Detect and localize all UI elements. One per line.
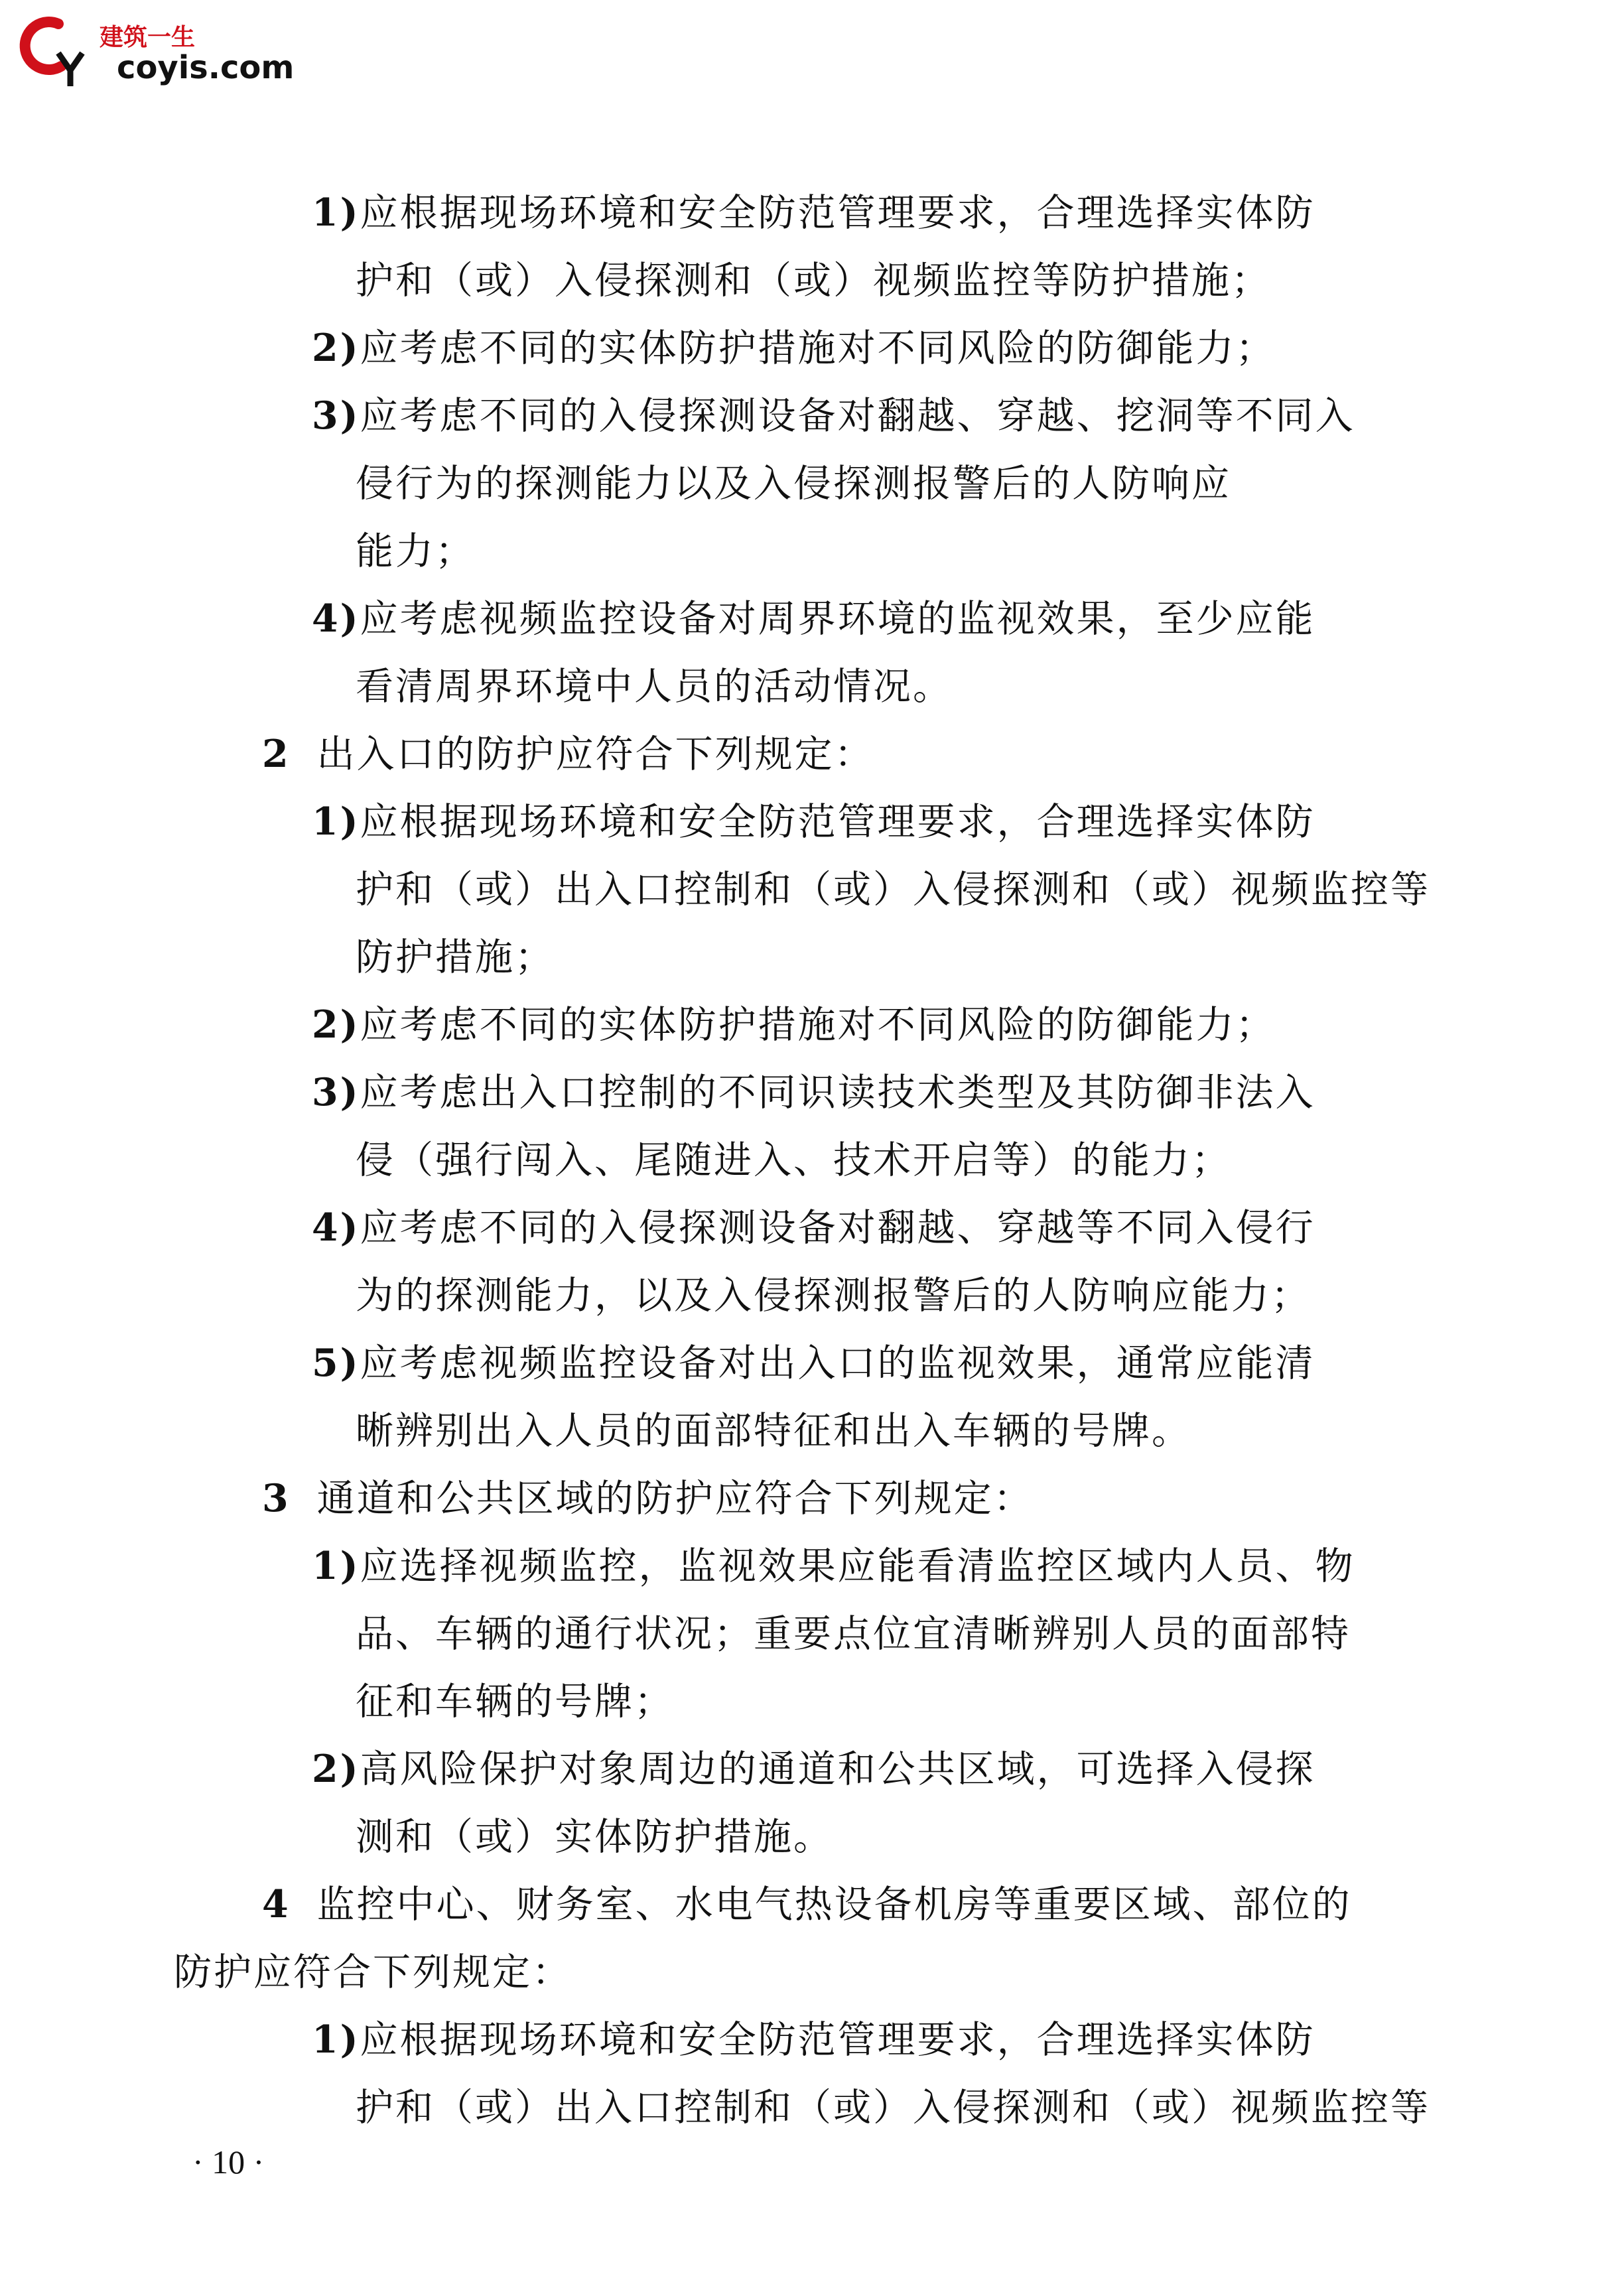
text-line bbox=[356, 1409, 1191, 1453]
line-marker: 1) bbox=[312, 799, 360, 844]
text-line bbox=[312, 1003, 1276, 1047]
line-text: 护和（或）入侵探测和（或）视频监控等防护措施； bbox=[356, 259, 1271, 303]
text-line bbox=[312, 191, 1315, 235]
line-text: 应根据现场环境和安全防范管理要求，合理选择实体防 bbox=[360, 800, 1315, 844]
text-line bbox=[356, 1138, 1231, 1182]
text-line bbox=[356, 665, 953, 709]
text-line bbox=[356, 259, 1271, 303]
text-line bbox=[356, 462, 1231, 506]
line-text: 通道和公共区域的防护应符合下列规定： bbox=[316, 1477, 1034, 1520]
line-text: 应考虑不同的实体防护措施对不同风险的防御能力； bbox=[360, 326, 1276, 370]
text-line bbox=[312, 597, 1315, 641]
line-text: 测和（或）实体防护措施。 bbox=[356, 1815, 833, 1859]
line-text: 征和车辆的号牌； bbox=[356, 1680, 674, 1723]
watermark-site-name: 建筑一生 bbox=[100, 24, 196, 51]
section-number: 2 bbox=[262, 732, 291, 776]
watermark-logo bbox=[12, 9, 295, 89]
text-line bbox=[312, 1071, 1315, 1114]
text-line bbox=[312, 2018, 1315, 2062]
line-text: 应考虑不同的入侵探测设备对翻越、穿越等不同入侵行 bbox=[360, 1206, 1315, 1250]
line-text: 应考虑不同的实体防护措施对不同风险的防御能力； bbox=[360, 1003, 1276, 1047]
text-line bbox=[312, 1341, 1315, 1385]
line-text: 看清周界环境中人员的活动情况。 bbox=[356, 665, 953, 709]
line-text: 应考虑视频监控设备对周界环境的监视效果，至少应能 bbox=[360, 597, 1315, 641]
section-heading bbox=[262, 1883, 1352, 1926]
text-line bbox=[356, 868, 1430, 912]
line-marker: 3) bbox=[312, 1070, 360, 1114]
line-marker: 1) bbox=[312, 190, 360, 235]
section-heading bbox=[262, 1477, 1034, 1520]
line-text: 应根据现场环境和安全防范管理要求，合理选择实体防 bbox=[360, 2018, 1315, 2062]
text-line bbox=[312, 1544, 1355, 1588]
line-text: 监控中心、财务室、水电气热设备机房等重要区域、部位的 bbox=[316, 1883, 1352, 1926]
line-text: 防护措施； bbox=[356, 935, 555, 979]
line-text: 应考虑不同的入侵探测设备对翻越、穿越、挖洞等不同入 bbox=[360, 394, 1355, 438]
line-text: 晰辨别出入人员的面部特征和出入车辆的号牌。 bbox=[356, 1409, 1191, 1453]
line-text: 品、车辆的通行状况；重要点位宜清晰辨别人员的面部特 bbox=[356, 1612, 1351, 1656]
line-text: 出入口的防护应符合下列规定： bbox=[316, 732, 874, 776]
line-text: 应考虑出入口控制的不同识读技术类型及其防御非法入 bbox=[360, 1071, 1315, 1114]
line-marker: 2) bbox=[312, 1002, 360, 1047]
line-text: 护和（或）出入口控制和（或）入侵探测和（或）视频监控等 bbox=[356, 2086, 1430, 2129]
line-marker: 5) bbox=[312, 1341, 360, 1385]
line-text: 为的探测能力，以及入侵探测报警后的人防响应能力； bbox=[356, 1274, 1311, 1317]
text-line bbox=[356, 1274, 1311, 1317]
line-text: 高风险保护对象周边的通道和公共区域，可选择入侵探 bbox=[360, 1747, 1315, 1791]
line-text: 护和（或）出入口控制和（或）入侵探测和（或）视频监控等 bbox=[356, 868, 1430, 912]
text-line bbox=[356, 935, 555, 979]
line-marker: 4) bbox=[312, 1205, 360, 1250]
text-line bbox=[312, 1206, 1315, 1250]
page-number: · 10 · bbox=[192, 2143, 265, 2181]
line-text: 应根据现场环境和安全防范管理要求，合理选择实体防 bbox=[360, 191, 1315, 235]
line-text: 防护应符合下列规定： bbox=[174, 1950, 572, 1994]
line-text: 侵行为的探测能力以及入侵探测报警后的人防响应 bbox=[356, 462, 1231, 506]
line-marker: 1) bbox=[312, 2017, 360, 2062]
text-line bbox=[312, 394, 1355, 438]
text-line bbox=[356, 1815, 833, 1859]
text-line bbox=[356, 1680, 674, 1723]
text-line bbox=[312, 326, 1276, 370]
section-number: 3 bbox=[262, 1476, 291, 1520]
line-text: 应选择视频监控，监视效果应能看清监控区域内人员、物 bbox=[360, 1544, 1355, 1588]
line-marker: 2) bbox=[312, 1747, 360, 1791]
text-line bbox=[312, 1747, 1315, 1791]
text-line bbox=[174, 1950, 572, 1994]
watermark-site-url: coyis.com bbox=[117, 49, 295, 86]
section-number: 4 bbox=[262, 1882, 291, 1926]
coyis-logo-icon bbox=[12, 9, 92, 89]
text-line bbox=[312, 800, 1315, 844]
text-line bbox=[356, 529, 475, 573]
line-marker: 1) bbox=[312, 1544, 360, 1588]
text-line bbox=[356, 1612, 1351, 1656]
line-marker: 3) bbox=[312, 393, 360, 438]
line-text: 能力； bbox=[356, 529, 475, 573]
line-text: 侵（强行闯入、尾随进入、技术开启等）的能力； bbox=[356, 1138, 1231, 1182]
line-text: 应考虑视频监控设备对出入口的监视效果，通常应能清 bbox=[360, 1341, 1315, 1385]
text-line bbox=[356, 2086, 1430, 2129]
line-marker: 4) bbox=[312, 596, 360, 641]
section-heading bbox=[262, 732, 874, 776]
line-marker: 2) bbox=[312, 326, 360, 370]
